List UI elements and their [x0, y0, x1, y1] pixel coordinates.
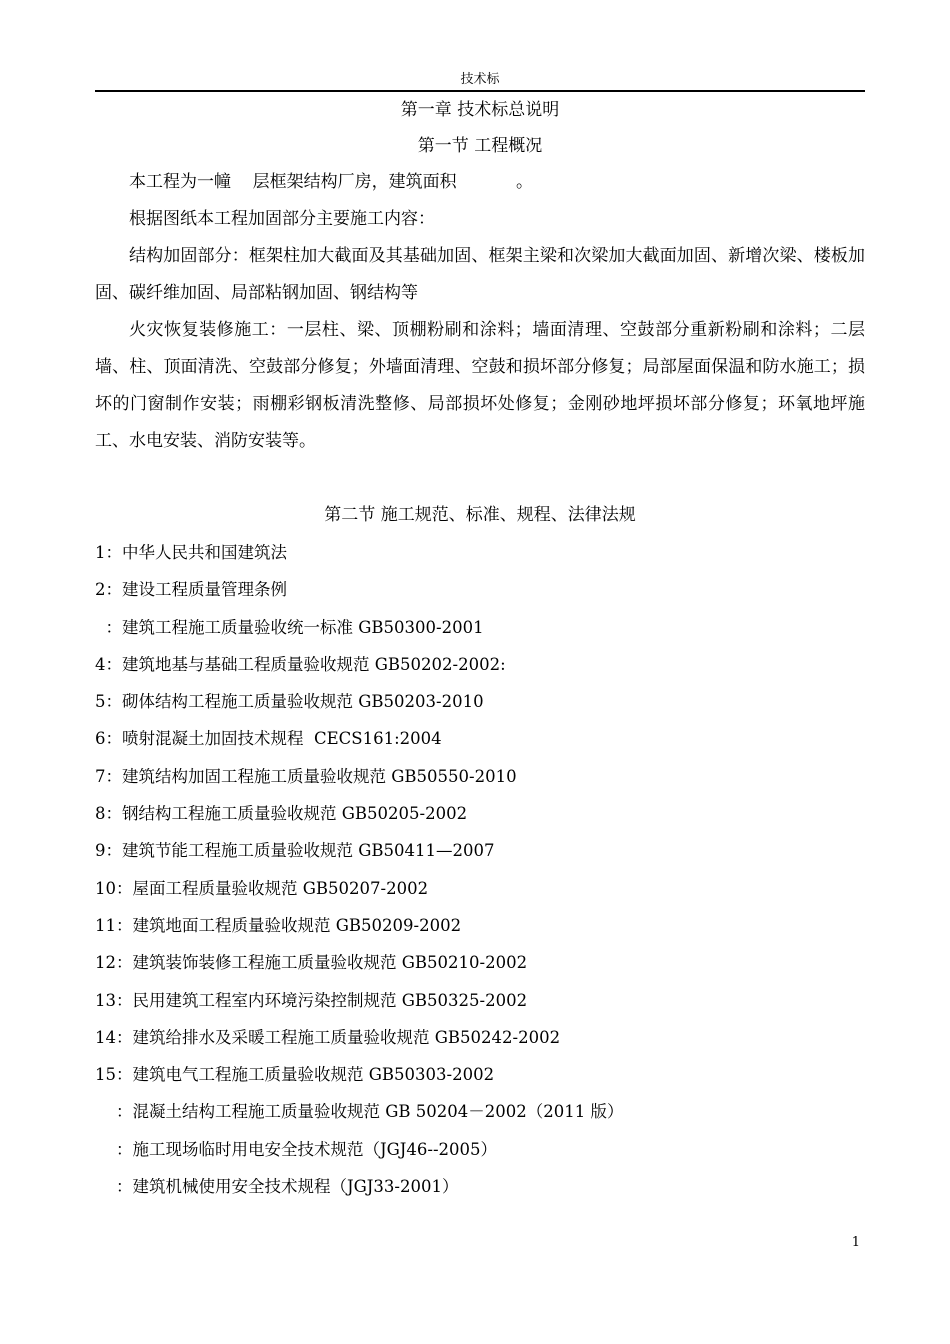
paragraph: 根据图纸本工程加固部分主要施工内容：: [129, 209, 435, 229]
paragraph: 结构加固部分：框架柱加大截面及其基础加固、框架主梁和次梁加大截面加固、新增次梁、楼板加固、碳纤维加固、局部粘钢加固、钢结构等: [95, 246, 865, 303]
spacer: [95, 460, 865, 496]
list-item: ：建筑工程施工质量验收统一标准 GB50300-2001: [95, 617, 484, 637]
page-number: 1: [851, 1235, 860, 1250]
list-item: 15：建筑电气工程施工质量验收规范 GB50303-2002: [95, 1065, 495, 1085]
section-title-overview: 第一节 工程概况: [417, 136, 543, 156]
list-item: 7：建筑结构加固工程施工质量验收规范 GB50550-2010: [95, 766, 517, 786]
list-item: 14：建筑给排水及采暖工程施工质量验收规范 GB50242-2002: [95, 1027, 561, 1047]
list-item: 2：建设工程质量管理条例: [95, 580, 287, 600]
header-text: 技术标: [460, 72, 500, 87]
paragraph: 本工程为一幢 层框架结构厂房，建筑面积 。: [129, 172, 534, 192]
list-item: 10：屋面工程质量验收规范 GB50207-2002: [95, 878, 429, 898]
list-item: 1：中华人民共和国建筑法: [95, 543, 287, 562]
list-item: 9：建筑节能工程施工质量验收规范 GB50411—2007: [95, 841, 495, 861]
list-item: 13：民用建筑工程室内环境污染控制规范 GB50325-2002: [95, 990, 528, 1010]
list-item: ：混凝土结构工程施工质量验收规范 GB 50204－2002（2011 版）: [95, 1102, 624, 1122]
list-item: 4：建筑地基与基础工程质量验收规范 GB50202-2002:: [95, 654, 506, 674]
chapter-title: 第一章 技术标总说明: [400, 100, 560, 120]
list-item: ：建筑机械使用安全技术规程（JGJ33-2001）: [95, 1177, 459, 1197]
section-title-regulations: 第二节 施工规范、标准、规程、法律法规: [324, 505, 636, 525]
list-item: 6：喷射混凝土加固技术规程 CECS161:2004: [95, 729, 442, 749]
regulations-list: [95, 534, 865, 1205]
paragraph: 火灾恢复装修施工：一层柱、梁、顶棚粉刷和涂料；墙面清理、空鼓部分重新粉刷和涂料；二层墙、柱、顶面清洗、空鼓部分修复；外墙面清理、空鼓和损坏部分修复；局部屋面保温和防水施工；损坏的门窗制作安装；雨棚彩钢板清洗整修、局部损坏处修复；金刚砂地坪损坏部分修复；环氧地坪施工、水电安装、消防安装等。: [95, 320, 865, 451]
list-item: ：施工现场临时用电安全技术规范（JGJ46--2005）: [95, 1139, 498, 1159]
list-item: 5：砌体结构工程施工质量验收规范 GB50203-2010: [95, 692, 484, 712]
list-item: 8：钢结构工程施工质量验收规范 GB50205-2002: [95, 804, 468, 824]
document-body: [95, 92, 865, 1205]
list-item: 11：建筑地面工程质量验收规范 GB50209-2002: [95, 915, 462, 935]
page-header: [95, 70, 865, 92]
list-item: 12：建筑装饰装修工程施工质量验收规范 GB50210-2002: [95, 953, 528, 973]
